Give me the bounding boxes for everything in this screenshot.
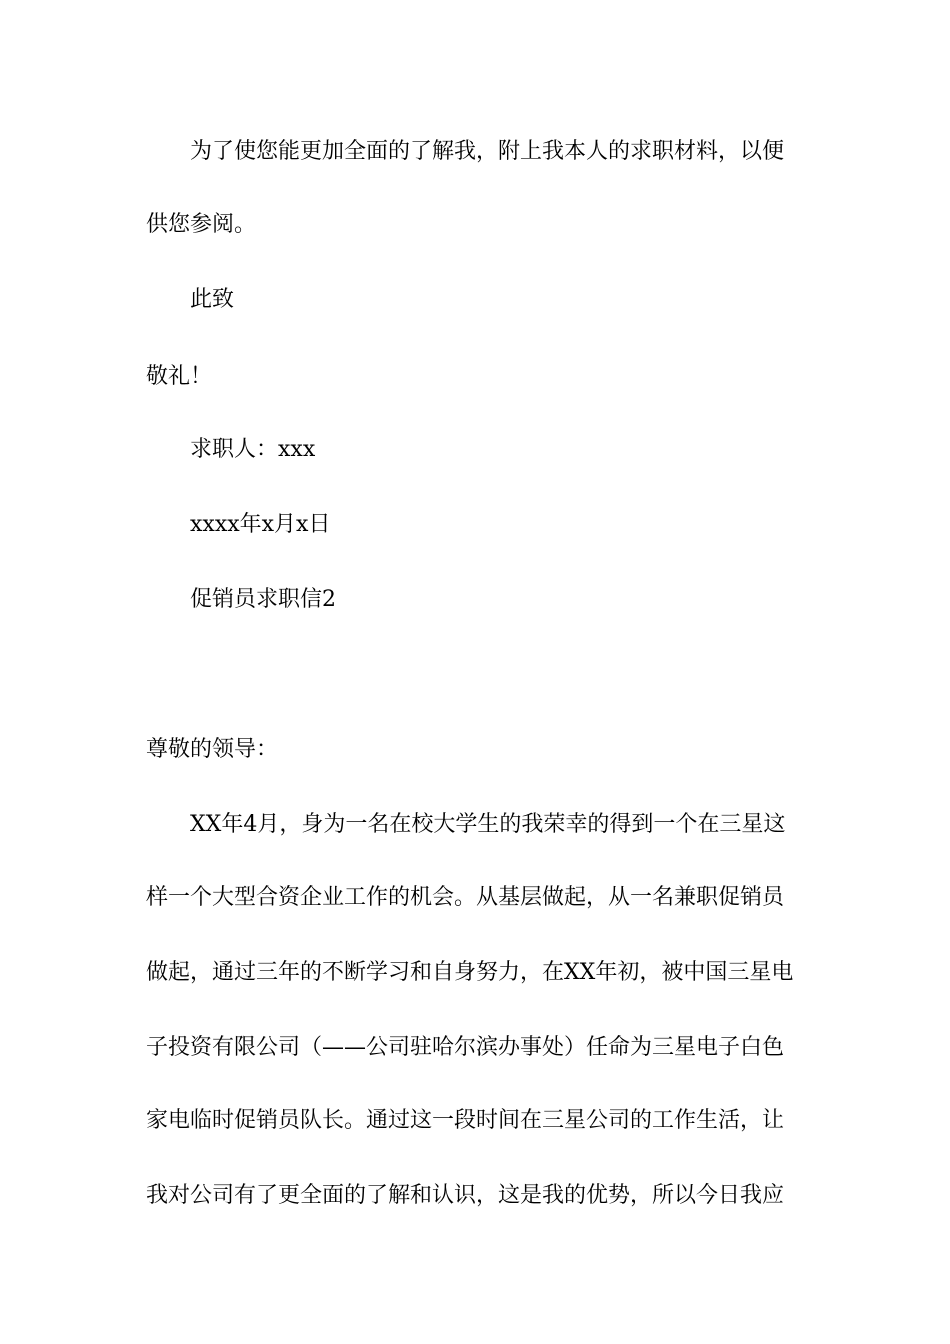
body-line-3: 做起，通过三年的不断学习和自身努力，在XX年初，被中国三星电 [146,960,794,985]
closing-salutation: 此致 [190,287,235,312]
closing-regards: 敬礼！ [146,364,213,389]
body-line-2: 样一个大型合资企业工作的机会。从基层做起，从一名兼职促销员 [146,885,785,910]
section-title: 促销员求职信2 [190,587,336,612]
body-line-4: 子投资有限公司（——公司驻哈尔滨办事处）任命为三星电子白色 [146,1035,785,1060]
paragraph-line-1: 为了使您能更加全面的了解我，附上我本人的求职材料，以便 [190,139,785,164]
body-line-5: 家电临时促销员队长。通过这一段时间在三星公司的工作生活，让 [146,1108,785,1133]
body-line-1: XX年4月，身为一名在校大学生的我荣幸的得到一个在三星这 [190,812,786,837]
body-line-6: 我对公司有了更全面的了解和认识，这是我的优势，所以今日我应 [146,1183,785,1208]
signature-date: xxxx年x月x日 [190,512,331,537]
applicant-signature: 求职人：xxx [190,437,316,462]
letter-greeting: 尊敬的领导： [146,737,279,762]
paragraph-line-2: 供您参阅。 [146,212,257,237]
